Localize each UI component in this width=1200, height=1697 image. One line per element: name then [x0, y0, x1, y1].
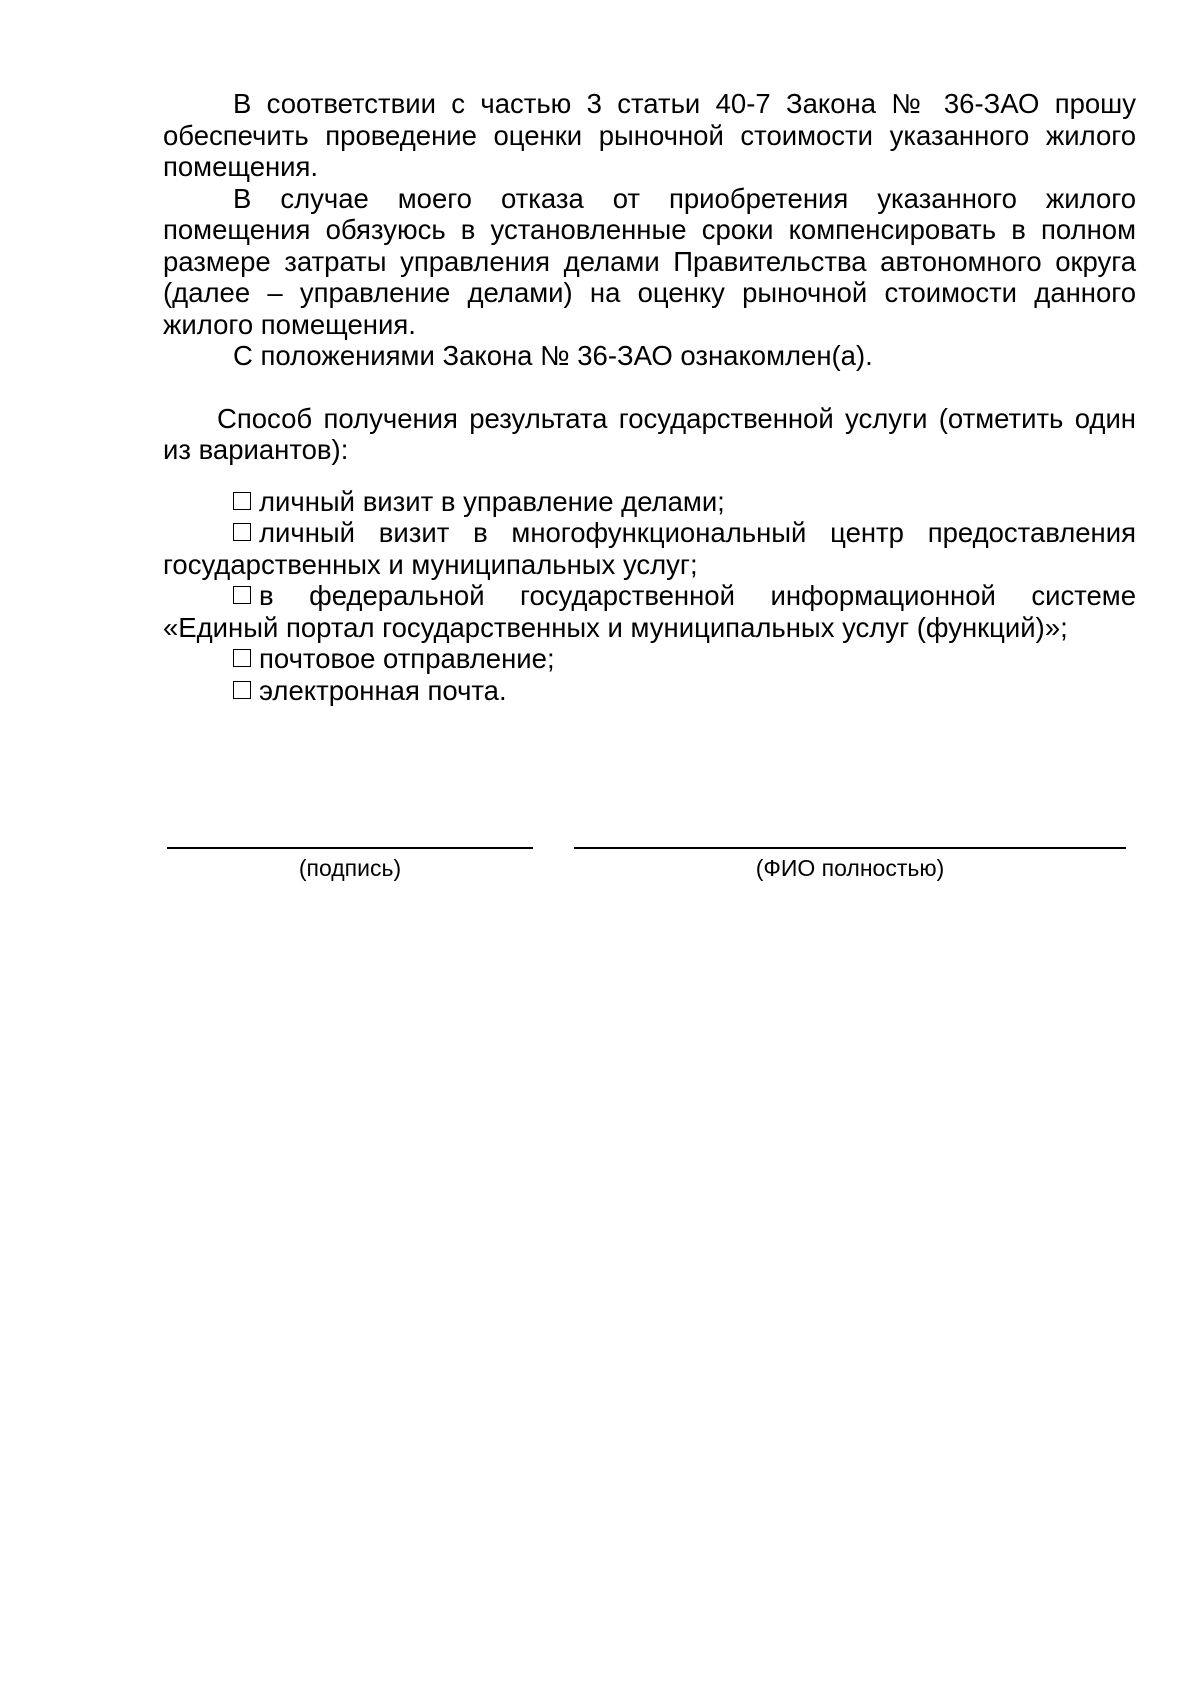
checkbox-visit-administration[interactable] [233, 492, 251, 510]
option-visit-administration [163, 486, 1136, 518]
option-label: электронная почта. [259, 674, 507, 706]
paragraph-law-acknowledgement: С положениями Закона № 36-ЗАО ознакомлен(а). [233, 340, 873, 371]
option-visit-mfc [163, 517, 1136, 580]
spacer [163, 466, 1136, 486]
option-label: почтовое отправление; [259, 643, 555, 674]
option-gosuslugi-portal [163, 580, 1136, 643]
paragraph-assessment-request: В соответствии с частью 3 статьи 40-7 Закона № 36-ЗАО прошу обеспечить проведение оценки рыночной стоимости указанного жилого помещения. [163, 88, 1136, 182]
option-label: личный визит в многофункциональный центр предоставления государственных и муниципальных услуг; [163, 517, 1136, 580]
option-postal [163, 643, 1136, 675]
option-label: личный визит в управление делами; [259, 485, 725, 517]
checkbox-gosuslugi-portal[interactable] [233, 586, 251, 604]
document-body [163, 88, 1136, 706]
option-email [163, 675, 1136, 707]
method-heading: Способ получения результата государственной услуги (отметить один из вариантов): [163, 402, 1136, 465]
signature-caption: (подпись) [298, 855, 402, 881]
checkbox-visit-mfc[interactable] [233, 523, 251, 541]
signature-line[interactable] [167, 847, 533, 849]
spacer [163, 372, 1136, 403]
option-label: в федеральной государственной информационной системе «Единый портал государственных и муниципальных услуг (функций)»; [163, 580, 1136, 643]
checkbox-email[interactable] [233, 681, 251, 699]
paragraph-refusal-compensation: В случае моего отказа от приобретения указанного жилого помещения обязуюсь в установленные сроки компенсировать в полном размере затраты управления делами Правительства автономного округа (далее – управление делами) на оценку рыночной стоимости данного жилого помещения. [163, 182, 1136, 340]
checkbox-postal[interactable] [233, 649, 251, 667]
full-name-line[interactable] [574, 847, 1126, 849]
full-name-caption: (ФИО полностью) [755, 855, 945, 881]
